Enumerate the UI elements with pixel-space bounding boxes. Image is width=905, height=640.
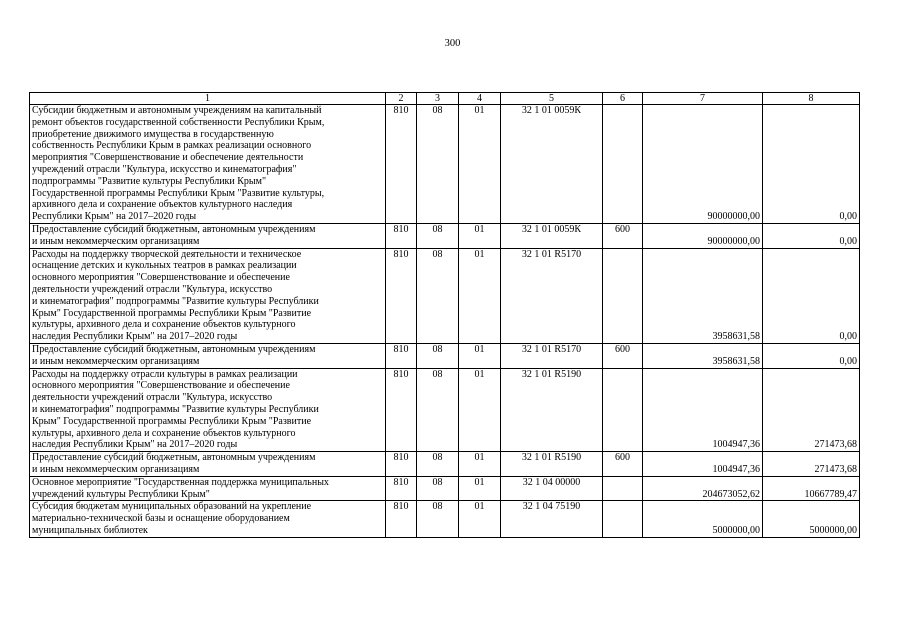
budget-table	[29, 92, 860, 538]
row-type-cell: 600	[603, 343, 643, 368]
row-name-cell: Субсидии бюджетным и автономным учреждениям на капитальный ремонт объектов государственной собственности Республики Крым, приобретение движимого имущества в государственную собственность Республики Крым в рамках реализации основного мероприятия "Совершенствование и обеспечение деятельности учреждений отрасли "Культура, искусство и кинематография" подпрограммы "Развитие культуры Республики Крым" Государственной программы Республики Крым "Развитие культуры, архивного дела и сохранение объектов культурного наследия Республики Крым" на 2017–2020 годы	[30, 105, 386, 224]
row-target-cell: 32 1 01 R5170	[501, 248, 603, 343]
row-section-cell: 08	[417, 368, 459, 452]
row-subsection-cell: 01	[459, 452, 501, 477]
row-name-cell: Расходы на поддержку отрасли культуры в рамках реализации основного мероприятия "Совершенствование и обеспечение деятельности учреждений отрасли "Культура, искусство и кинематография" подпрограммы "Развитие культуры Республики Крым" Государственной программы Республики Крым "Развитие культуры, архивного дела и сохранение объектов культурного наследия Республики Крым" на 2017–2020 годы	[30, 368, 386, 452]
row-subsection-cell: 01	[459, 343, 501, 368]
row-name-cell: Предоставление субсидий бюджетным, автономным учреждениям и иным некоммерческим организациям	[30, 452, 386, 477]
row-code-cell: 810	[386, 476, 417, 501]
row-amount-cell: 90000000,00	[643, 223, 763, 248]
row-code-cell: 810	[386, 368, 417, 452]
row-amount-cell: 3958631,58	[643, 343, 763, 368]
row-amount2-cell: 0,00	[763, 343, 860, 368]
header-cell: 5	[501, 93, 603, 105]
row-target-cell: 32 1 01 R5170	[501, 343, 603, 368]
row-section-cell: 08	[417, 223, 459, 248]
row-amount2-cell: 0,00	[763, 248, 860, 343]
row-amount2-cell: 5000000,00	[763, 501, 860, 537]
header-cell: 4	[459, 93, 501, 105]
row-amount2-cell: 10667789,47	[763, 476, 860, 501]
row-type-cell: 600	[603, 452, 643, 477]
row-subsection-cell: 01	[459, 248, 501, 343]
row-type-cell	[603, 105, 643, 224]
row-target-cell: 32 1 01 R5190	[501, 452, 603, 477]
row-section-cell: 08	[417, 248, 459, 343]
table-row	[30, 368, 860, 452]
header-cell: 6	[603, 93, 643, 105]
row-subsection-cell: 01	[459, 501, 501, 537]
row-section-cell: 08	[417, 501, 459, 537]
row-target-cell: 32 1 04 75190	[501, 501, 603, 537]
table-row	[30, 105, 860, 224]
header-cell: 8	[763, 93, 860, 105]
table-row	[30, 476, 860, 501]
row-type-cell	[603, 501, 643, 537]
table-row	[30, 501, 860, 537]
table-row	[30, 452, 860, 477]
row-code-cell: 810	[386, 343, 417, 368]
row-target-cell: 32 1 01 0059К	[501, 223, 603, 248]
row-amount-cell: 1004947,36	[643, 368, 763, 452]
row-name-cell: Субсидия бюджетам муниципальных образований на укрепление материально-технической базы и оснащение оборудованием муниципальных библиотек	[30, 501, 386, 537]
row-amount-cell: 5000000,00	[643, 501, 763, 537]
row-amount2-cell: 271473,68	[763, 452, 860, 477]
header-cell: 3	[417, 93, 459, 105]
row-amount-cell: 1004947,36	[643, 452, 763, 477]
row-section-cell: 08	[417, 105, 459, 224]
table-row	[30, 343, 860, 368]
row-type-cell	[603, 476, 643, 501]
row-amount2-cell: 271473,68	[763, 368, 860, 452]
row-subsection-cell: 01	[459, 476, 501, 501]
header-cell: 1	[30, 93, 386, 105]
row-target-cell: 32 1 04 00000	[501, 476, 603, 501]
row-section-cell: 08	[417, 343, 459, 368]
row-code-cell: 810	[386, 452, 417, 477]
row-amount-cell: 3958631,58	[643, 248, 763, 343]
row-name-cell: Предоставление субсидий бюджетным, автономным учреждениям и иным некоммерческим организациям	[30, 343, 386, 368]
row-type-cell: 600	[603, 223, 643, 248]
row-subsection-cell: 01	[459, 368, 501, 452]
row-amount-cell: 90000000,00	[643, 105, 763, 224]
row-subsection-cell: 01	[459, 105, 501, 224]
row-type-cell	[603, 368, 643, 452]
row-code-cell: 810	[386, 501, 417, 537]
row-code-cell: 810	[386, 223, 417, 248]
header-cell: 7	[643, 93, 763, 105]
row-amount2-cell: 0,00	[763, 105, 860, 224]
row-name-cell: Расходы на поддержку творческой деятельности и техническое оснащение детских и кукольных театров в рамках реализации основного мероприятия "Совершенствование и обеспечение деятельности учреждений отрасли "Культура, искусство и кинематография" подпрограммы "Развитие культуры Республики Крым" Государственной программы Республики Крым "Развитие культуры, архивного дела и сохранение объектов культурного наследия Республики Крым" на 2017–2020 годы	[30, 248, 386, 343]
row-code-cell: 810	[386, 248, 417, 343]
row-type-cell	[603, 248, 643, 343]
header-row	[30, 93, 860, 105]
header-cell: 2	[386, 93, 417, 105]
row-name-cell: Основное мероприятие "Государственная поддержка муниципальных учреждений культуры Республики Крым"	[30, 476, 386, 501]
row-target-cell: 32 1 01 0059К	[501, 105, 603, 224]
page-number: 300	[444, 38, 461, 49]
row-amount2-cell: 0,00	[763, 223, 860, 248]
row-amount-cell: 204673052,62	[643, 476, 763, 501]
row-target-cell: 32 1 01 R5190	[501, 368, 603, 452]
row-subsection-cell: 01	[459, 223, 501, 248]
row-section-cell: 08	[417, 452, 459, 477]
row-section-cell: 08	[417, 476, 459, 501]
table-row	[30, 223, 860, 248]
table-row	[30, 248, 860, 343]
row-code-cell: 810	[386, 105, 417, 224]
row-name-cell: Предоставление субсидий бюджетным, автономным учреждениям и иным некоммерческим организациям	[30, 223, 386, 248]
